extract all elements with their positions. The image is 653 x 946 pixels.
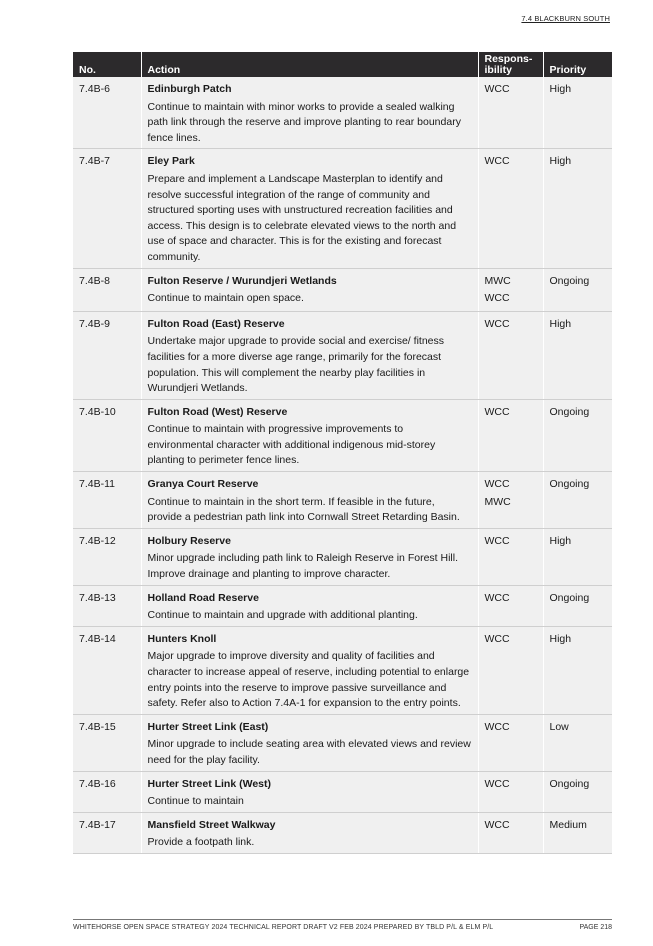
responsibility-value: WCC xyxy=(484,534,510,547)
action-title: Holland Road Reserve xyxy=(147,591,259,604)
responsibility-value: WCC xyxy=(484,317,510,330)
col-header-action: Action xyxy=(141,52,478,77)
action-description: Continue to maintain with minor works to provide a sealed walking path link through the reserve and improve planting to rear boundary fence lines. xyxy=(147,100,461,144)
action-number: 7.4B-14 xyxy=(73,626,141,714)
priority-value: Ongoing xyxy=(543,472,612,529)
action-number: 7.4B-10 xyxy=(73,399,141,471)
action-description: Undertake major upgrade to provide social and exercise/ fitness facilities for a more diverse age range, primarily for the forecast population. This will complement the nearby play facilities in Wurundjeri Wetlands. xyxy=(147,335,444,395)
responsibility-cell xyxy=(478,528,543,585)
action-cell xyxy=(141,77,478,149)
action-description: Continue to maintain xyxy=(147,795,244,808)
footer-rule xyxy=(73,919,612,920)
col-header-no: No. xyxy=(73,52,141,77)
table-row xyxy=(73,626,612,714)
table-body xyxy=(73,77,612,853)
action-number: 7.4B-12 xyxy=(73,528,141,585)
table-row xyxy=(73,714,612,771)
priority-value: High xyxy=(543,626,612,714)
responsibility-value: MWC xyxy=(484,274,511,287)
table-row xyxy=(73,399,612,471)
priority-value: High xyxy=(543,528,612,585)
responsibility-cell xyxy=(478,311,543,399)
responsibility-value: WCC xyxy=(484,720,510,733)
action-title: Granya Court Reserve xyxy=(147,478,259,491)
page-number: PAGE 218 xyxy=(579,924,612,931)
action-cell xyxy=(141,585,478,626)
table-row xyxy=(73,77,612,149)
responsibility-value: WCC xyxy=(484,478,510,491)
action-cell xyxy=(141,812,478,853)
responsibility-value: WCC xyxy=(484,405,510,418)
responsibility-value: WCC xyxy=(484,83,510,95)
action-title: Fulton Reserve / Wurundjeri Wetlands xyxy=(147,274,337,287)
responsibility-cell xyxy=(478,812,543,853)
action-cell xyxy=(141,714,478,771)
responsibility-value: WCC xyxy=(484,818,510,831)
action-cell xyxy=(141,472,478,529)
footer-text: WHITEHORSE OPEN SPACE STRATEGY 2024 TECHNICAL REPORT DRAFT V2 FEB 2024 PREPARED BY TBLD P/L & ELM P/L xyxy=(73,924,494,931)
priority-value: Ongoing xyxy=(543,268,612,311)
table-row xyxy=(73,771,612,812)
actions-table xyxy=(73,52,612,854)
priority-value: Ongoing xyxy=(543,399,612,471)
action-number: 7.4B-11 xyxy=(73,472,141,529)
action-title: Fulton Road (West) Reserve xyxy=(147,405,288,418)
action-number: 7.4B-8 xyxy=(73,268,141,311)
action-description: Minor upgrade including path link to Raleigh Reserve in Forest Hill. Improve drainage and planting to improve character. xyxy=(147,552,458,581)
table-row xyxy=(73,268,612,311)
action-title: Hunters Knoll xyxy=(147,632,217,645)
responsibility-cell xyxy=(478,714,543,771)
priority-value: Low xyxy=(543,714,612,771)
responsibility-value: MWC xyxy=(484,495,511,508)
action-title: Fulton Road (East) Reserve xyxy=(147,317,285,330)
action-cell xyxy=(141,311,478,399)
action-cell xyxy=(141,268,478,311)
action-title: Hurter Street Link (East) xyxy=(147,720,269,733)
action-description: Major upgrade to improve diversity and quality of facilities and character to increase appeal of reserve, including potential to enlarge entry points into the reserve to improve passive surveillance and safety. Refer also to Action 7.4A-1 for expansion to the entry points. xyxy=(147,650,470,710)
action-title: Mansfield Street Walkway xyxy=(147,818,276,831)
action-number: 7.4B-13 xyxy=(73,585,141,626)
action-description: Continue to maintain with progressive improvements to environmental character with additional indigenous mid-storey planting to perimeter fence lines. xyxy=(147,423,436,467)
section-label: 7.4 BLACKBURN SOUTH xyxy=(521,14,610,23)
action-cell xyxy=(141,399,478,471)
table-row xyxy=(73,585,612,626)
priority-value: High xyxy=(543,77,612,149)
table-row xyxy=(73,528,612,585)
table-row xyxy=(73,149,612,268)
col-header-priority: Priority xyxy=(543,52,612,77)
responsibility-cell xyxy=(478,77,543,149)
action-description: Minor upgrade to include seating area with elevated views and review need for the play facility. xyxy=(147,738,471,766)
action-description: Prepare and implement a Landscape Masterplan to identify and resolve successful integration of the range of community and structured sporting uses with unstructured recreation facilities and access. This design is to celebrate elevated views to the north and use of space and character. This is for the existing and forecast community. xyxy=(147,172,457,263)
action-description: Continue to maintain and upgrade with additional planting. xyxy=(147,609,418,622)
action-title: Holbury Reserve xyxy=(147,534,231,547)
priority-value: Ongoing xyxy=(543,585,612,626)
responsibility-cell xyxy=(478,585,543,626)
responsibility-cell xyxy=(478,626,543,714)
responsibility-cell xyxy=(478,399,543,471)
action-number: 7.4B-9 xyxy=(73,311,141,399)
action-title: Edinburgh Patch xyxy=(147,83,232,95)
responsibility-value: WCC xyxy=(484,155,510,168)
table-row xyxy=(73,812,612,853)
responsibility-cell xyxy=(478,149,543,268)
action-number: 7.4B-7 xyxy=(73,149,141,268)
action-cell xyxy=(141,149,478,268)
action-number: 7.4B-6 xyxy=(73,77,141,149)
action-description: Continue to maintain in the short term. If feasible in the future, provide a pedestrian path link into Cornwall Street Retarding Basin. xyxy=(147,495,460,524)
responsibility-cell xyxy=(478,472,543,529)
responsibility-value: WCC xyxy=(484,777,510,790)
action-title: Hurter Street Link (West) xyxy=(147,777,271,790)
table-row xyxy=(73,472,612,529)
action-cell xyxy=(141,626,478,714)
table-row xyxy=(73,311,612,399)
action-title: Eley Park xyxy=(147,155,195,168)
responsibility-cell xyxy=(478,771,543,812)
priority-value: Ongoing xyxy=(543,771,612,812)
action-number: 7.4B-16 xyxy=(73,771,141,812)
action-description: Continue to maintain open space. xyxy=(147,292,304,305)
priority-value: Medium xyxy=(543,812,612,853)
table-header-row xyxy=(73,52,612,77)
responsibility-value: WCC xyxy=(484,632,510,645)
responsibility-value: WCC xyxy=(484,591,510,604)
action-number: 7.4B-17 xyxy=(73,812,141,853)
action-description: Provide a footpath link. xyxy=(147,836,255,849)
action-cell xyxy=(141,771,478,812)
priority-value: High xyxy=(543,149,612,268)
responsibility-value: WCC xyxy=(484,292,510,305)
priority-value: High xyxy=(543,311,612,399)
responsibility-cell xyxy=(478,268,543,311)
action-number: 7.4B-15 xyxy=(73,714,141,771)
action-cell xyxy=(141,528,478,585)
col-header-responsibility: Respons- ibility xyxy=(478,52,543,77)
